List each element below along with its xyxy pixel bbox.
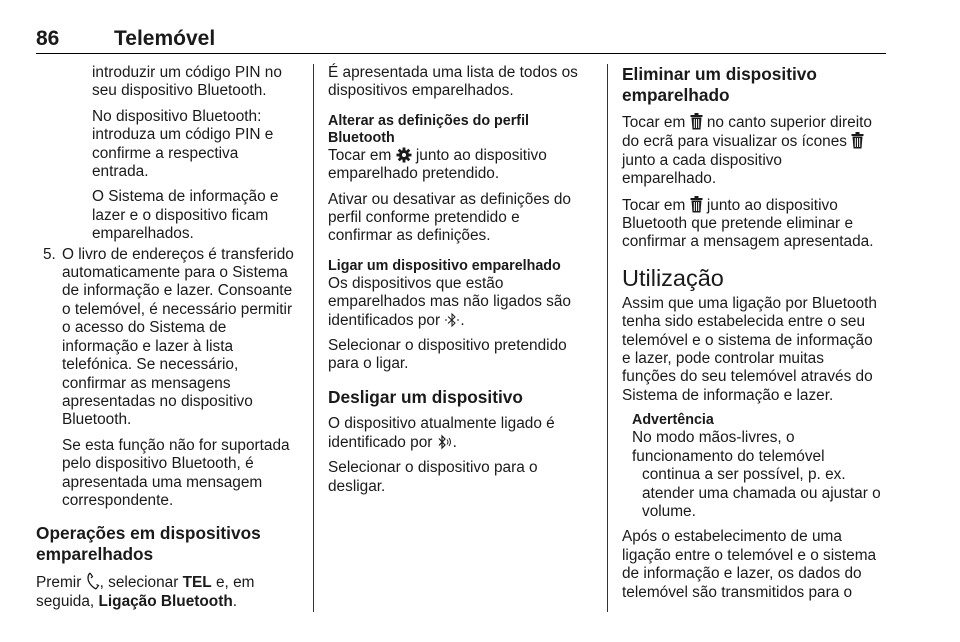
- bluetooth-disconnected-icon: [444, 312, 460, 328]
- paragraph-usage: Assim que uma ligação por Bluetooth tenha sido estabelecida entre o seu telemóvel e o sistema de informação e lazer, pode controlar muitas funções do seu telemóvel através do Sistema de informação e lazer.: [622, 294, 877, 404]
- bluetooth-connected-icon: [437, 434, 453, 450]
- warning-title: Advertência: [632, 412, 714, 429]
- heading-paired-operations: Operações em dispositivos emparelhados: [36, 523, 261, 564]
- paragraph-after-connection: Após o estabelecimento de uma ligação entre o telemóvel e o sistema de informação e lazer, os dados do telemóvel são transmitidos para o: [622, 528, 877, 601]
- paragraph-bt-pin: No dispositivo Bluetooth: introduza um código PIN e confirme a respectiva entrada.: [92, 107, 274, 181]
- header-divider: [36, 53, 886, 54]
- heading-connect-device: Ligar um dispositivo emparelhado: [328, 257, 561, 274]
- paragraph-select-connect: Selecionar o dispositivo pretendido para o ligar.: [328, 337, 567, 373]
- column-1: [36, 64, 298, 611]
- paragraph-activate: Ativar ou desativar as definições do perfil conforme pretendido e confirmar as definições.: [328, 190, 571, 245]
- paragraph-intro: introduzir um código PIN no seu dispositivo Bluetooth.: [92, 64, 282, 100]
- paragraph-press: Premir , selecionar TEL e, em seguida, Ligação Bluetooth.: [36, 574, 255, 610]
- page-number: 86: [36, 27, 60, 50]
- column-3: [622, 64, 886, 602]
- column-divider-2: [607, 64, 608, 612]
- list-number: 5.: [43, 245, 56, 263]
- paragraph-device-list: É apresentada uma lista de todos os dispositivos emparelhados.: [328, 64, 578, 100]
- paragraph-delete-2: Tocar em junto ao dispositivo Bluetooth que pretende eliminar e confirmar a mensagem apresentada.: [622, 196, 874, 251]
- list-item-5: 5. O livro de endereços é transferido automaticamente para o Sistema de informação e lazer. Consoante o telemóvel, é necessário permitir o acesso do Sistema de informação e lazer à lista telefónica. Se necessário, confirmar as mensagens apresentadas no dispositivo Bluetooth.: [43, 245, 294, 429]
- tel-label: TEL: [182, 574, 212, 592]
- chapter-title: Telemóvel: [114, 27, 216, 50]
- heading-change-profile: Alterar as definições do perfil Bluetooth: [328, 112, 530, 146]
- bluetooth-connection-label: Ligação Bluetooth: [98, 592, 233, 610]
- heading-utilizacao: Utilização: [622, 264, 724, 291]
- paragraph-tap-gear: Tocar em junto ao dispositivo emparelhado pretendido.: [328, 146, 547, 183]
- paragraph-paired: O Sistema de informação e lazer e o dispositivo ficam emparelhados.: [92, 188, 279, 243]
- paragraph-select-disconnect: Selecionar o dispositivo para o desligar.: [328, 459, 538, 495]
- paragraph-connect: Os dispositivos que estão emparelhados mas não ligados são identificados por .: [328, 274, 571, 329]
- column-divider-1: [313, 64, 314, 612]
- column-2: [328, 64, 592, 496]
- list-item-5-note: Se esta função não for suportada pelo dispositivo Bluetooth, é apresentada uma mensagem correspondente.: [62, 436, 290, 509]
- trash-icon: [690, 196, 703, 213]
- phone-handset-icon: [86, 572, 100, 590]
- heading-disconnect-device: Desligar um dispositivo: [328, 386, 523, 407]
- page-header: [36, 27, 886, 51]
- paragraph-delete-1: Tocar em no canto superior direito do ecrã para visualizar os ícones junto a cada dispositivo emparelhado.: [622, 114, 872, 188]
- warning-note: Advertência No modo mãos-livres, o funcionamento do telemóvel continua a ser possível, p. ex. atender uma chamada ou ajustar o volume.: [622, 412, 886, 521]
- paragraph-disconnect: O dispositivo atualmente ligado é identificado por .: [328, 415, 555, 451]
- gear-icon: [396, 147, 412, 163]
- heading-delete-device: Eliminar um dispositivo emparelhado: [622, 64, 817, 105]
- trash-icon: [690, 113, 703, 130]
- trash-icon: [851, 132, 864, 149]
